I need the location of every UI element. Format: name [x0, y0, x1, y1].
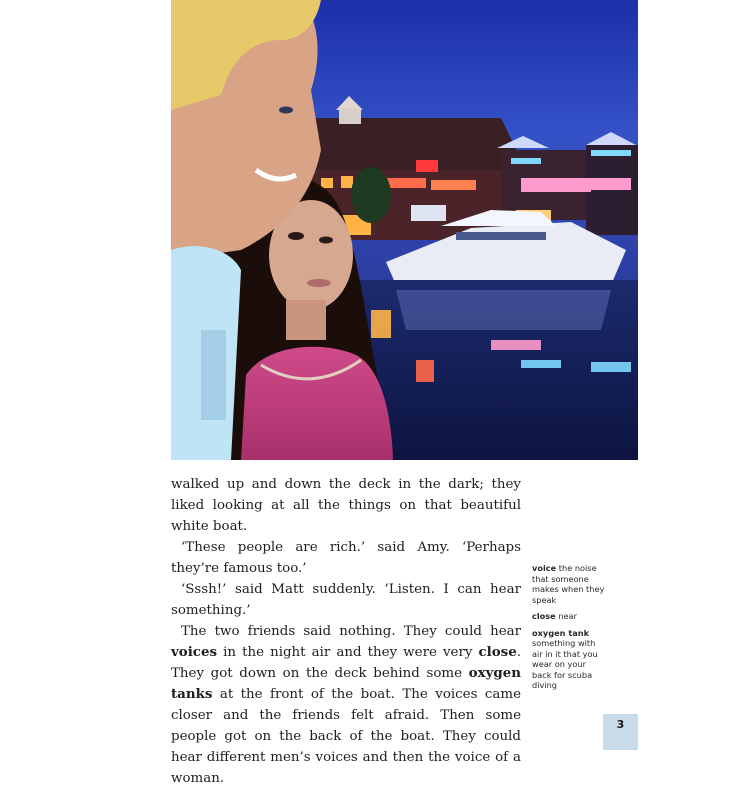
glossary-definition: the noise that someone makes when they speak	[532, 563, 605, 605]
story-text	[171, 474, 521, 789]
paragraph-text: ‘These people are rich.’ said Amy. ‘Perhaps they’re famous too.’	[171, 540, 521, 576]
marina-night-photo	[171, 0, 638, 460]
glossary-sidebar	[532, 563, 606, 697]
paragraph-text: in the night air and they were very	[217, 645, 479, 660]
paragraph-text: walked up and down the deck in the dark; they liked looking at all the things on that beautiful white boat.	[171, 477, 521, 534]
glossary-definition: near	[558, 611, 577, 621]
glossary-definition: something with air in it that you wear on your back for scuba diving	[532, 638, 598, 690]
glossary-entry	[532, 611, 606, 622]
glossary-term: oxygen tank	[532, 627, 590, 638]
glossary-word: oxygen tanks	[171, 665, 521, 702]
story-paragraph	[171, 579, 521, 621]
glossary-entry	[532, 563, 606, 605]
glossary-word: close	[478, 644, 517, 660]
paragraph-text: . They got down on the deck behind some	[171, 645, 521, 681]
glossary-word: voices	[171, 644, 218, 660]
glossary-entry	[532, 628, 606, 691]
story-paragraph	[171, 537, 521, 579]
paragraph-text: ‘Sssh!’ said Matt suddenly. ‘Listen. I can hear something.’	[171, 582, 521, 618]
illustration-photo	[171, 0, 638, 460]
glossary-term: voice	[532, 563, 557, 573]
story-paragraph	[171, 621, 521, 789]
paragraph-text: at the front of the boat. The voices came closer and the friends felt afraid. Then some people got on the back of the boat. They could hear different men’s voices and then the voice of a woman.	[171, 687, 521, 786]
paragraph-text: The two friends said nothing. They could hear	[181, 624, 521, 639]
story-paragraph	[171, 474, 521, 537]
page-number: 3	[603, 714, 638, 750]
glossary-term: close	[532, 611, 556, 621]
